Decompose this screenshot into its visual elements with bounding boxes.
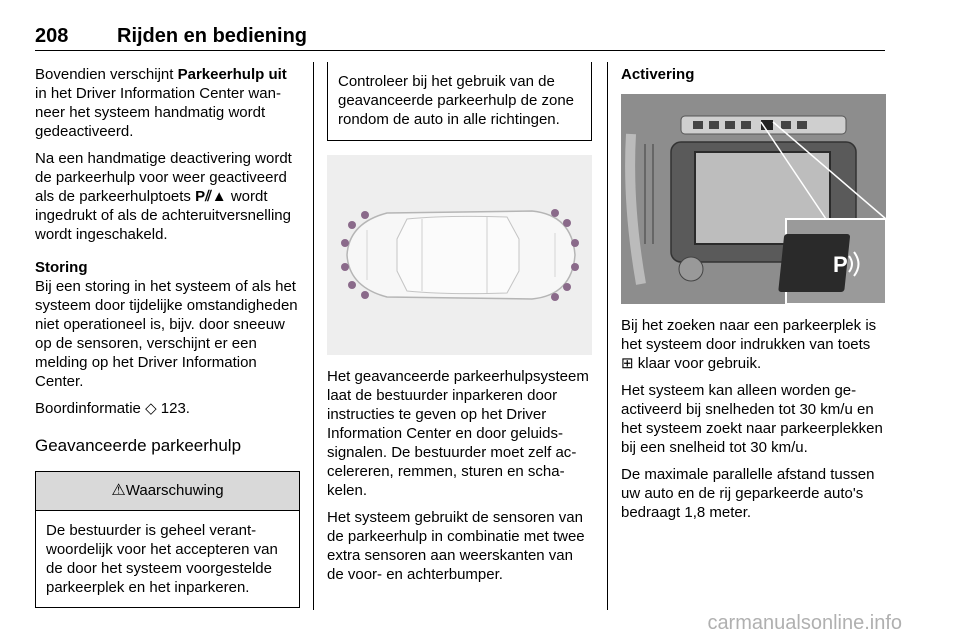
storing-heading: Storing	[35, 259, 88, 276]
paragraph-parkeerhulp-uit: Bovendien verschijnt Parkeerhulp uit in het Driver Information Center wanneer het systeem handmatig wordt gedeactiveerd.	[35, 66, 287, 140]
warning-title: Waarschuwing	[125, 482, 224, 499]
boordinformatie-reference: Boordinformatie ◇ 123.	[35, 400, 190, 417]
column-1	[35, 65, 300, 608]
warning-box	[35, 471, 300, 608]
parkeerhulp-uit-label: Parkeerhulp uit	[177, 66, 287, 83]
column-divider-1	[313, 62, 314, 610]
page-number: 208	[35, 25, 69, 47]
paragraph-max-distance: De maximale parallelle afstand tussen uw auto en de rij geparkeerde auto's bedraagt 1,8 meter.	[621, 466, 875, 521]
note-box	[327, 62, 592, 141]
paragraph-reactivation: Na een handmatige deactivering wordt de parkeerhulp voor weer geactiveerd als de parkeerhulptoets P⫽▲ wordt ingedrukt of als de achteruitversnelling wordt ingeschakeld.	[35, 150, 292, 243]
header-rule	[35, 50, 885, 51]
page-header	[35, 22, 885, 50]
parking-assist-button-icon: ⊞	[621, 355, 634, 372]
car-sensor-illustration	[327, 155, 592, 355]
warning-icon: ⚠	[111, 482, 126, 500]
activering-heading: Activering	[621, 66, 695, 83]
column-divider-2	[607, 62, 608, 610]
note-text: Controleer bij het gebruik van de geavanceerde parkeerhulp de zone rondom de auto in alle richtingen.	[338, 73, 575, 128]
paragraph-speed-limit: Het systeem kan alleen worden geactiveerd bij snelheden tot 30 km/u en het systeem zoekt naar parkeerplekken bij een snelheid tot 30 km/u.	[621, 382, 883, 456]
warning-text: De bestuurder is geheel verantwoordelijk voor het accepteren van de door het systeem voorgestelde parkeerplek en het inparkeren.	[46, 522, 278, 596]
page-ref-icon: ◇	[145, 400, 157, 417]
watermark: carmanualsonline.info	[707, 612, 902, 634]
paragraph-activation-button: Bij het zoeken naar een parkeerplek is het systeem door indrukken van toets ⊞ klaar voor gebruik.	[621, 317, 877, 372]
paragraph-sensors: Het systeem gebruikt de sensoren van de parkeerhulp in combinatie met twee extra sensoren aan weerskanten van de voor- en achterbumper.	[327, 509, 585, 583]
warning-header	[36, 472, 299, 511]
parking-assist-icon: P⫽▲	[195, 188, 227, 205]
dashboard-illustration	[621, 94, 886, 304]
car-top-view-image	[327, 155, 592, 355]
chapter-title: Rijden en bediening	[117, 25, 308, 47]
paragraph-system-description: Het geavanceerde parkeerhulpsysteem laat de bestuurder inparkeren door instructies te geven op het Driver Information Center en door geluidssignalen. De bestuurder moet zelf accelereren, remmen, sturen en schakelen.	[327, 368, 589, 499]
storing-text: Bij een storing in het systeem of als het systeem door tijdelijke omstandigheden niet operationeel is, bijv. door sneeuw op de sensoren, verschijnt er een melding op het Driver Information Center.	[35, 278, 298, 390]
dashboard-image	[621, 94, 886, 304]
column-3	[621, 65, 886, 530]
section-title: Geavanceerde parkeerhulp	[35, 436, 242, 455]
parking-button-label: P	[833, 252, 848, 277]
column-2	[327, 65, 592, 592]
